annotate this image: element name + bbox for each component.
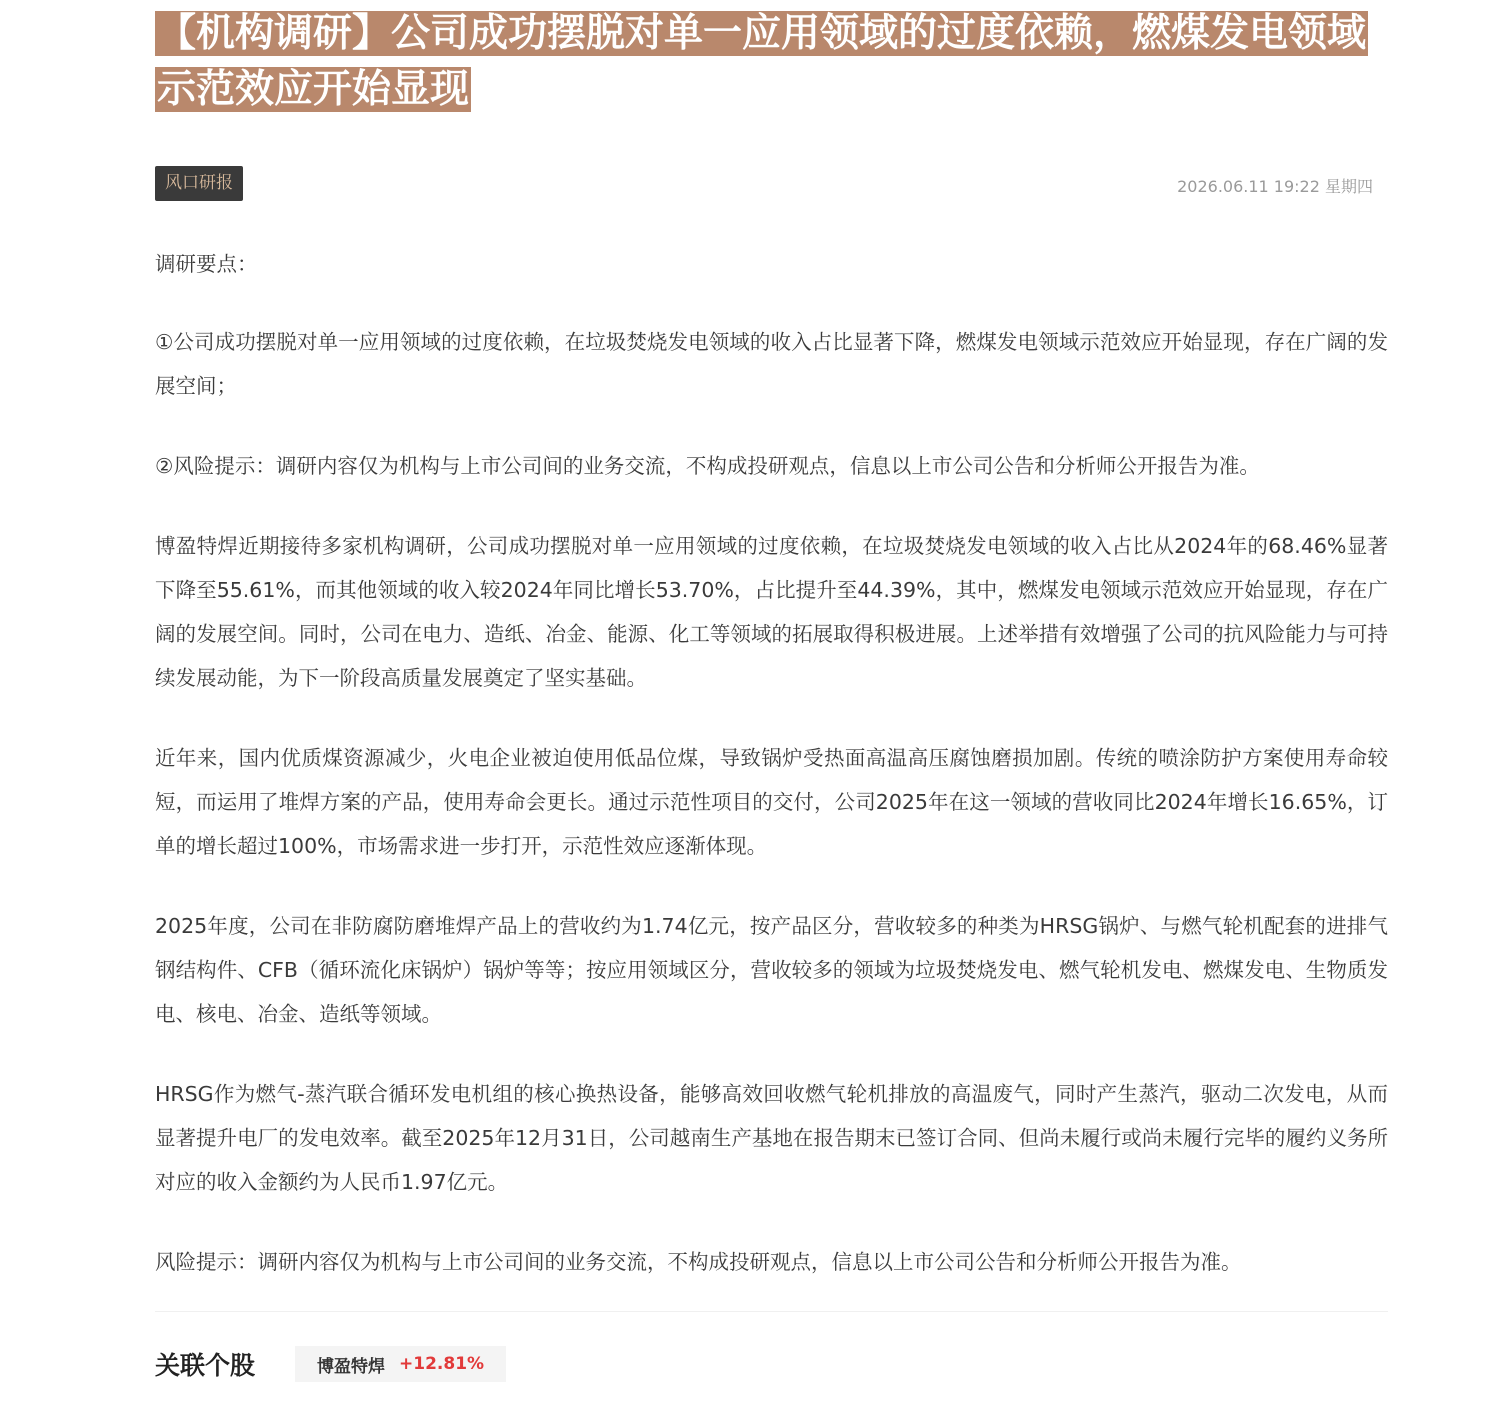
body-paragraph-1: 博盈特焊近期接待多家机构调研，公司成功摆脱对单一应用领域的过度依赖，在垃圾焚烧发电领域的收入占比从2024年的68.46%显著下降至55.61%，而其他领域的收入较2024年同比增长53.70%，占比提升至44.39%，其中，燃煤发电领域示范效应开始显现，存在广阔的发展空间。同时，公司在电力、造纸、冶金、能源、化工等领域的拓展取得积极进展。上述举措有效增强了公司的抗风险能力与可持续发展动能，为下一阶段高质量发展奠定了坚实基础。	[155, 534, 1388, 690]
publish-datetime: 2026.06.11 19:22 星期四	[1177, 177, 1373, 196]
stock-name: 博盈特焊	[317, 1356, 386, 1377]
risk-notice: 风险提示：调研内容仅为机构与上市公司间的业务交流，不构成投研观点，信息以上市公司公告和分析师公开报告为准。	[155, 1250, 1242, 1274]
body-paragraph-3: 2025年度，公司在非防腐防磨堆焊产品上的营收约为1.74亿元，按产品区分，营收较多的种类为HRSG锅炉、与燃气轮机配套的进排气钢结构件、CFB（循环流化床锅炉）锅炉等等；按应用领域区分，营收较多的领域为垃圾焚烧发电、燃气轮机发电、燃煤发电、生物质发电、核电、冶金、造纸等领域。	[155, 914, 1388, 1026]
stock-chip[interactable]	[295, 1346, 506, 1382]
related-stocks-heading: 关联个股	[155, 1351, 256, 1380]
body-paragraph-2: 近年来，国内优质煤资源减少，火电企业被迫使用低品位煤，导致锅炉受热面高温高压腐蚀磨损加剧。传统的喷涂防护方案使用寿命较短，而运用了堆焊方案的产品，使用寿命会更长。通过示范性项目的交付，公司2025年在这一领域的营收同比2024年增长16.65%，订单的增长超过100%，市场需求进一步打开，示范性效应逐渐体现。	[155, 746, 1388, 858]
article-meta	[155, 166, 1388, 206]
source-tag[interactable]: 风口研报	[155, 166, 243, 201]
stock-change: +12.81%	[399, 1354, 485, 1374]
article-title	[155, 0, 1388, 118]
key-point-2: ②风险提示：调研内容仅为机构与上市公司间的业务交流，不构成投研观点，信息以上市公司公告和分析师公开报告为准。	[155, 454, 1260, 478]
key-points-heading: 调研要点：	[155, 252, 258, 276]
article-body	[155, 242, 1388, 1284]
body-paragraph-4: HRSG作为燃气-蒸汽联合循环发电机组的核心换热设备，能够高效回收燃气轮机排放的高温废气，同时产生蒸汽，驱动二次发电，从而显著提升电厂的发电效率。截至2025年12月31日，公司越南生产基地在报告期末已签订合同、但尚未履行或尚未履行完毕的履约义务所对应的收入金额约为人民币1.97亿元。	[155, 1082, 1388, 1194]
article	[155, 0, 1388, 1320]
article-title-text: 【机构调研】公司成功摆脱对单一应用领域的过度依赖，燃煤发电领域示范效应开始显现	[157, 11, 1367, 112]
key-point-1: ①公司成功摆脱对单一应用领域的过度依赖，在垃圾焚烧发电领域的收入占比显著下降，燃煤发电领域示范效应开始显现，存在广阔的发展空间；	[155, 330, 1388, 398]
section-divider	[155, 1311, 1388, 1312]
related-stocks	[155, 1343, 506, 1385]
